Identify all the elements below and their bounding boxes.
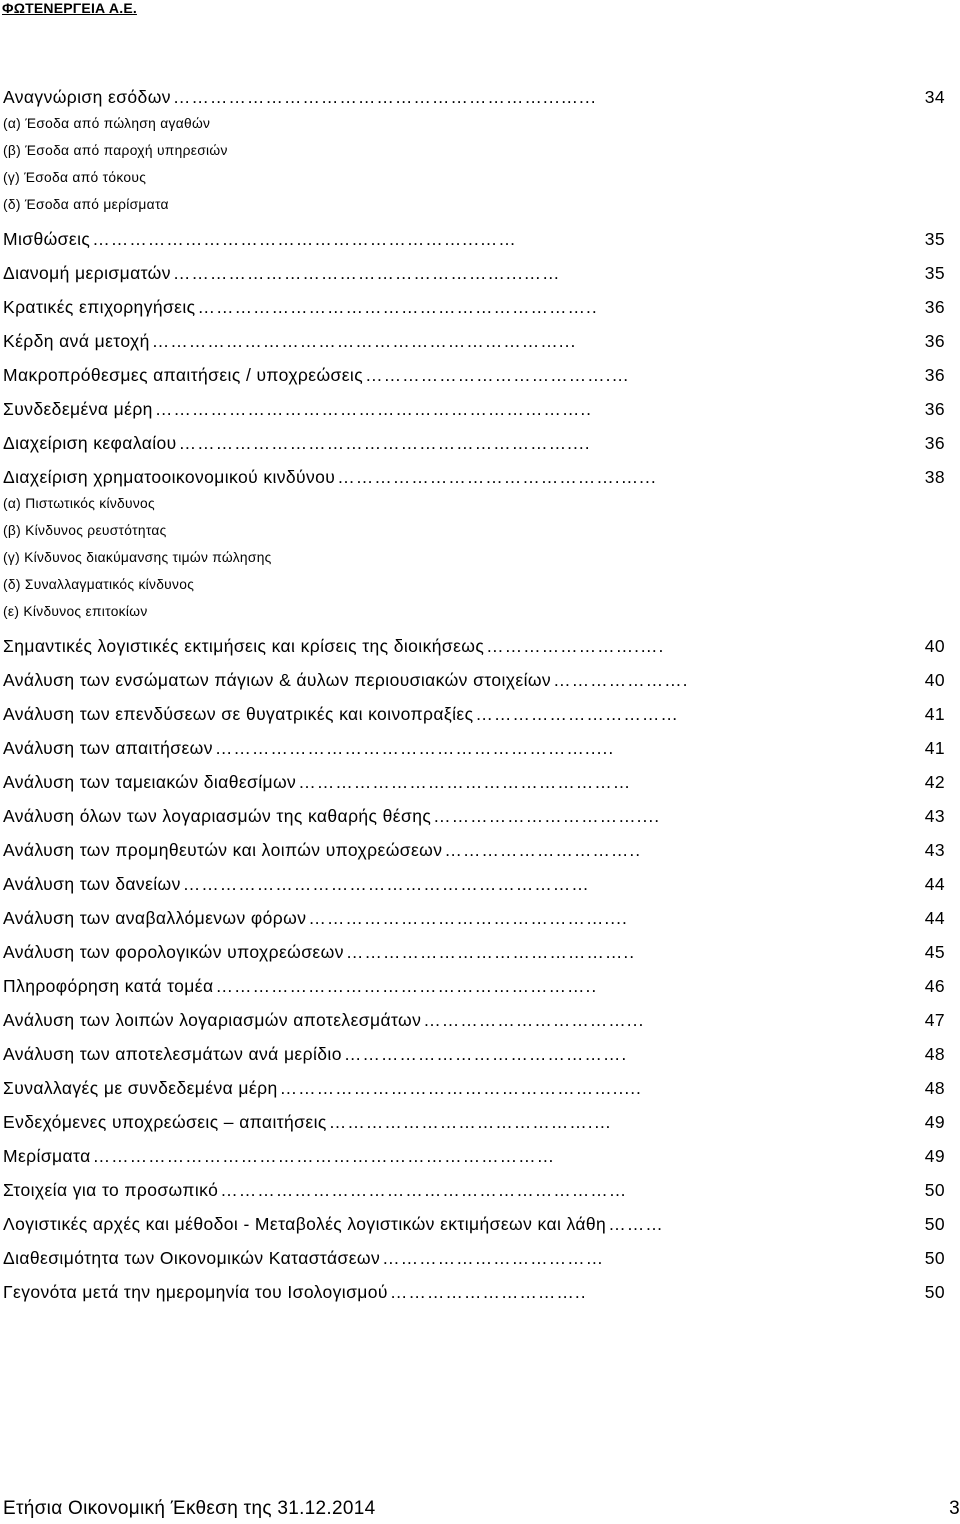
toc-entry xyxy=(3,80,945,114)
toc-page-number: 40 xyxy=(924,669,945,690)
toc-dot-leader: ……… xyxy=(608,1213,664,1234)
toc-dot-leader: …………………………………….… xyxy=(328,1111,613,1132)
toc-entry-title: Σημαντικές λογιστικές εκτιμήσεις και κρίσεις της διοικήσεως xyxy=(3,635,485,656)
toc-subitem xyxy=(3,490,945,517)
toc-page-number: 36 xyxy=(924,296,945,317)
toc-entry xyxy=(3,731,945,765)
toc-entry xyxy=(3,901,945,935)
toc-entry xyxy=(3,663,945,697)
toc-entry-title: Διαχείριση κεφαλαίου xyxy=(3,432,177,453)
toc-entry xyxy=(3,290,945,324)
toc-entry xyxy=(3,697,945,731)
toc-page-number: 49 xyxy=(924,1111,945,1132)
toc-entry-title: Κρατικές επιχορηγήσεις xyxy=(3,296,196,317)
toc-entry-title: Πληροφόρηση κατά τομέα xyxy=(3,975,214,996)
toc-entry xyxy=(3,935,945,969)
toc-entry-title: Λογιστικές αρχές και μέθοδοι - Μεταβολές λογιστικών εκτιμήσεων και λάθη xyxy=(3,1213,607,1234)
toc-entry xyxy=(3,799,945,833)
toc-page-number: 36 xyxy=(924,432,945,453)
toc-entry-title: (δ) Συναλλαγματικός κίνδυνος xyxy=(3,577,195,592)
toc-entry-title: (β) Έσοδα από παροχή υπηρεσιών xyxy=(3,143,228,158)
toc-entry xyxy=(3,833,945,867)
toc-entry xyxy=(3,256,945,290)
toc-page-number: 41 xyxy=(924,703,945,724)
toc-page-number: 44 xyxy=(924,907,945,928)
toc-page-number: 41 xyxy=(924,737,945,758)
toc-page-number: 47 xyxy=(924,1009,945,1030)
toc-entry xyxy=(3,1071,945,1105)
toc-entry-title: (δ) Έσοδα από μερίσματα xyxy=(3,197,169,212)
toc-entry-title: Ανάλυση των απαιτήσεων xyxy=(3,737,213,758)
toc-dot-leader: …………………………… xyxy=(475,703,679,724)
toc-page-number: 50 xyxy=(924,1281,945,1302)
toc-entry-title: Μακροπρόθεσμες απαιτήσεις / υποχρεώσεις xyxy=(3,364,364,385)
toc-dot-leader: ………………………………………………………… xyxy=(182,873,590,894)
toc-entry xyxy=(3,460,945,494)
toc-dot-leader: ………………………………………………………………… xyxy=(92,1145,556,1166)
toc-dot-leader: ……………………………………………………..... xyxy=(214,737,615,758)
company-name: ΦΩΤΕΝΕΡΓΕΙΑ Α.Ε. xyxy=(2,0,137,16)
toc-page-number: 40 xyxy=(924,635,945,656)
toc-entry-title: Ανάλυση των προμηθευτών και λοιπών υποχρεώσεων xyxy=(3,839,443,860)
toc-entry-title: Ανάλυση των αναβαλλόμενων φόρων xyxy=(3,907,307,928)
toc-entry-title: Ανάλυση των επενδύσεων σε θυγατρικές και κοινοπραξίες xyxy=(3,703,474,724)
toc-dot-leader: ………………………………………………...…… xyxy=(172,262,561,283)
toc-page-number: 49 xyxy=(924,1145,945,1166)
toc-entry-title: (α) Πιστωτικός κίνδυνος xyxy=(3,496,155,511)
toc-entry xyxy=(3,392,945,426)
toc-dot-leader: …………………………………………………….. xyxy=(215,975,598,996)
toc-entry xyxy=(3,324,945,358)
toc-entry-title: Γεγονότα μετά την ημερομηνία του Ισολογισμού xyxy=(3,1281,388,1302)
toc-page-number: 50 xyxy=(924,1179,945,1200)
toc-dot-leader: ………………………………………. xyxy=(343,1043,628,1064)
toc-entry-title: (γ) Έσοδα από τόκους xyxy=(3,170,147,185)
toc-entry-title: Μισθώσεις xyxy=(3,228,91,249)
toc-subitem xyxy=(3,598,945,625)
toc-entry-title: Ανάλυση των αποτελεσμάτων ανά μερίδιο xyxy=(3,1043,342,1064)
toc-dot-leader: …………………. xyxy=(553,669,689,690)
toc-entry-title: Αναγνώριση εσόδων xyxy=(3,86,171,107)
toc-page-number: 36 xyxy=(924,398,945,419)
toc-dot-leader: ……………………………………………………….... xyxy=(178,432,591,453)
toc-subitem xyxy=(3,137,945,164)
toc-entry-title: Συνδεδεμένα μέρη xyxy=(3,398,153,419)
toc-entry-title: (γ) Κίνδυνος διακύμανσης τιμών πώλησης xyxy=(3,550,272,565)
toc-dot-leader: ………………………………………………..... xyxy=(279,1077,642,1098)
toc-entry-title: Ανάλυση των ταμειακών διαθεσίμων xyxy=(3,771,297,792)
toc-entry xyxy=(3,1003,945,1037)
toc-entry-title: Μερίσματα xyxy=(3,1145,91,1166)
toc-dot-leader: …………………….…. xyxy=(486,635,665,656)
toc-subitem xyxy=(3,191,945,218)
toc-dot-leader: ………………………………………….... xyxy=(308,907,628,928)
toc-subitem xyxy=(3,571,945,598)
toc-dot-leader: ……………………………………………………...…… xyxy=(92,228,517,249)
toc-entry xyxy=(3,867,945,901)
toc-page-number: 34 xyxy=(924,86,945,107)
toc-page-number: 35 xyxy=(924,262,945,283)
footer-title: Ετήσια Οικονομική Έκθεση της 31.12.2014 xyxy=(3,1498,376,1519)
toc-entry xyxy=(3,1241,945,1275)
toc-page-number: 36 xyxy=(924,330,945,351)
toc-entry xyxy=(3,629,945,663)
toc-entry xyxy=(3,969,945,1003)
toc-entry xyxy=(3,1173,945,1207)
toc-page-number: 48 xyxy=(924,1077,945,1098)
toc-entry xyxy=(3,1275,945,1309)
toc-dot-leader: ……………………………………………………….. xyxy=(197,296,598,317)
toc-dot-leader: …………………………………………………………….. xyxy=(154,398,593,419)
toc-entry-title: Ανάλυση των φορολογικών υποχρεώσεων xyxy=(3,941,344,962)
toc-dot-leader: ………………………….. xyxy=(444,839,642,860)
toc-dot-leader: …………………………………………………………... xyxy=(151,330,577,351)
toc-entry xyxy=(3,426,945,460)
toc-subitem xyxy=(3,110,945,137)
toc-entry-title: Ανάλυση των ενσώματων πάγιων & άυλων περιουσιακών στοιχείων xyxy=(3,669,552,690)
toc-entry-title: (ε) Κίνδυνος επιτοκίων xyxy=(3,604,148,619)
toc-dot-leader: ……………………………………………… xyxy=(298,771,632,792)
toc-page-number: 46 xyxy=(924,975,945,996)
toc-entry xyxy=(3,1139,945,1173)
toc-page-number: 50 xyxy=(924,1247,945,1268)
toc-dot-leader: ………………………….. xyxy=(389,1281,587,1302)
toc-dot-leader: …………………………….... xyxy=(433,805,661,826)
toc-entry-title: (α) Έσοδα από πώληση αγαθών xyxy=(3,116,211,131)
toc-dot-leader: ……………………………………….…... xyxy=(337,466,657,487)
toc-page-number: 50 xyxy=(924,1213,945,1234)
toc-dot-leader: ……………………………… xyxy=(382,1247,605,1268)
page-footer xyxy=(3,1498,960,1520)
toc-entry-title: Κέρδη ανά μετοχή xyxy=(3,330,150,351)
toc-dot-leader: ………………………………………………………… xyxy=(220,1179,628,1200)
toc-entry-title: (β) Κίνδυνος ρευστότητας xyxy=(3,523,167,538)
toc-entry xyxy=(3,1037,945,1071)
toc-page-number: 48 xyxy=(924,1043,945,1064)
toc-entry-title: Διανομή μερισματών xyxy=(3,262,171,283)
toc-entry xyxy=(3,1105,945,1139)
toc-entry xyxy=(3,765,945,799)
table-of-contents xyxy=(3,80,945,1309)
toc-subitem xyxy=(3,164,945,191)
toc-page-number: 44 xyxy=(924,873,945,894)
toc-entry xyxy=(3,1207,945,1241)
toc-entry-title: Ενδεχόμενες υποχρεώσεις – απαιτήσεις xyxy=(3,1111,327,1132)
toc-subitem xyxy=(3,517,945,544)
toc-dot-leader: ……………………………………….. xyxy=(345,941,636,962)
toc-dot-leader: ………………………………….… xyxy=(365,364,630,385)
toc-dot-leader: ……………………………………………………...…... xyxy=(172,86,597,107)
toc-entry-title: Ανάλυση όλων των λογαριασμών της καθαρής θέσης xyxy=(3,805,432,826)
toc-entry-title: Ανάλυση των δανείων xyxy=(3,873,181,894)
toc-dot-leader: ……………………………... xyxy=(423,1009,645,1030)
toc-page-number: 35 xyxy=(924,228,945,249)
toc-entry xyxy=(3,222,945,256)
toc-entry-title: Ανάλυση των λοιπών λογαριασμών αποτελεσμάτων xyxy=(3,1009,422,1030)
toc-page-number: 45 xyxy=(924,941,945,962)
toc-entry-title: Συναλλαγές με συνδεδεμένα μέρη xyxy=(3,1077,278,1098)
toc-entry-title: Στοιχεία για το προσωπικό xyxy=(3,1179,219,1200)
footer-page-number: 3 xyxy=(949,1498,960,1519)
toc-page-number: 43 xyxy=(924,839,945,860)
toc-page-number: 42 xyxy=(924,771,945,792)
toc-entry-title: Διαθεσιμότητα των Οικονομικών Καταστάσεων xyxy=(3,1247,381,1268)
toc-entry xyxy=(3,358,945,392)
toc-page-number: 43 xyxy=(924,805,945,826)
toc-page-number: 36 xyxy=(924,364,945,385)
toc-subitem xyxy=(3,544,945,571)
toc-entry-title: Διαχείριση χρηματοοικονομικού κινδύνου xyxy=(3,466,336,487)
toc-page-number: 38 xyxy=(924,466,945,487)
